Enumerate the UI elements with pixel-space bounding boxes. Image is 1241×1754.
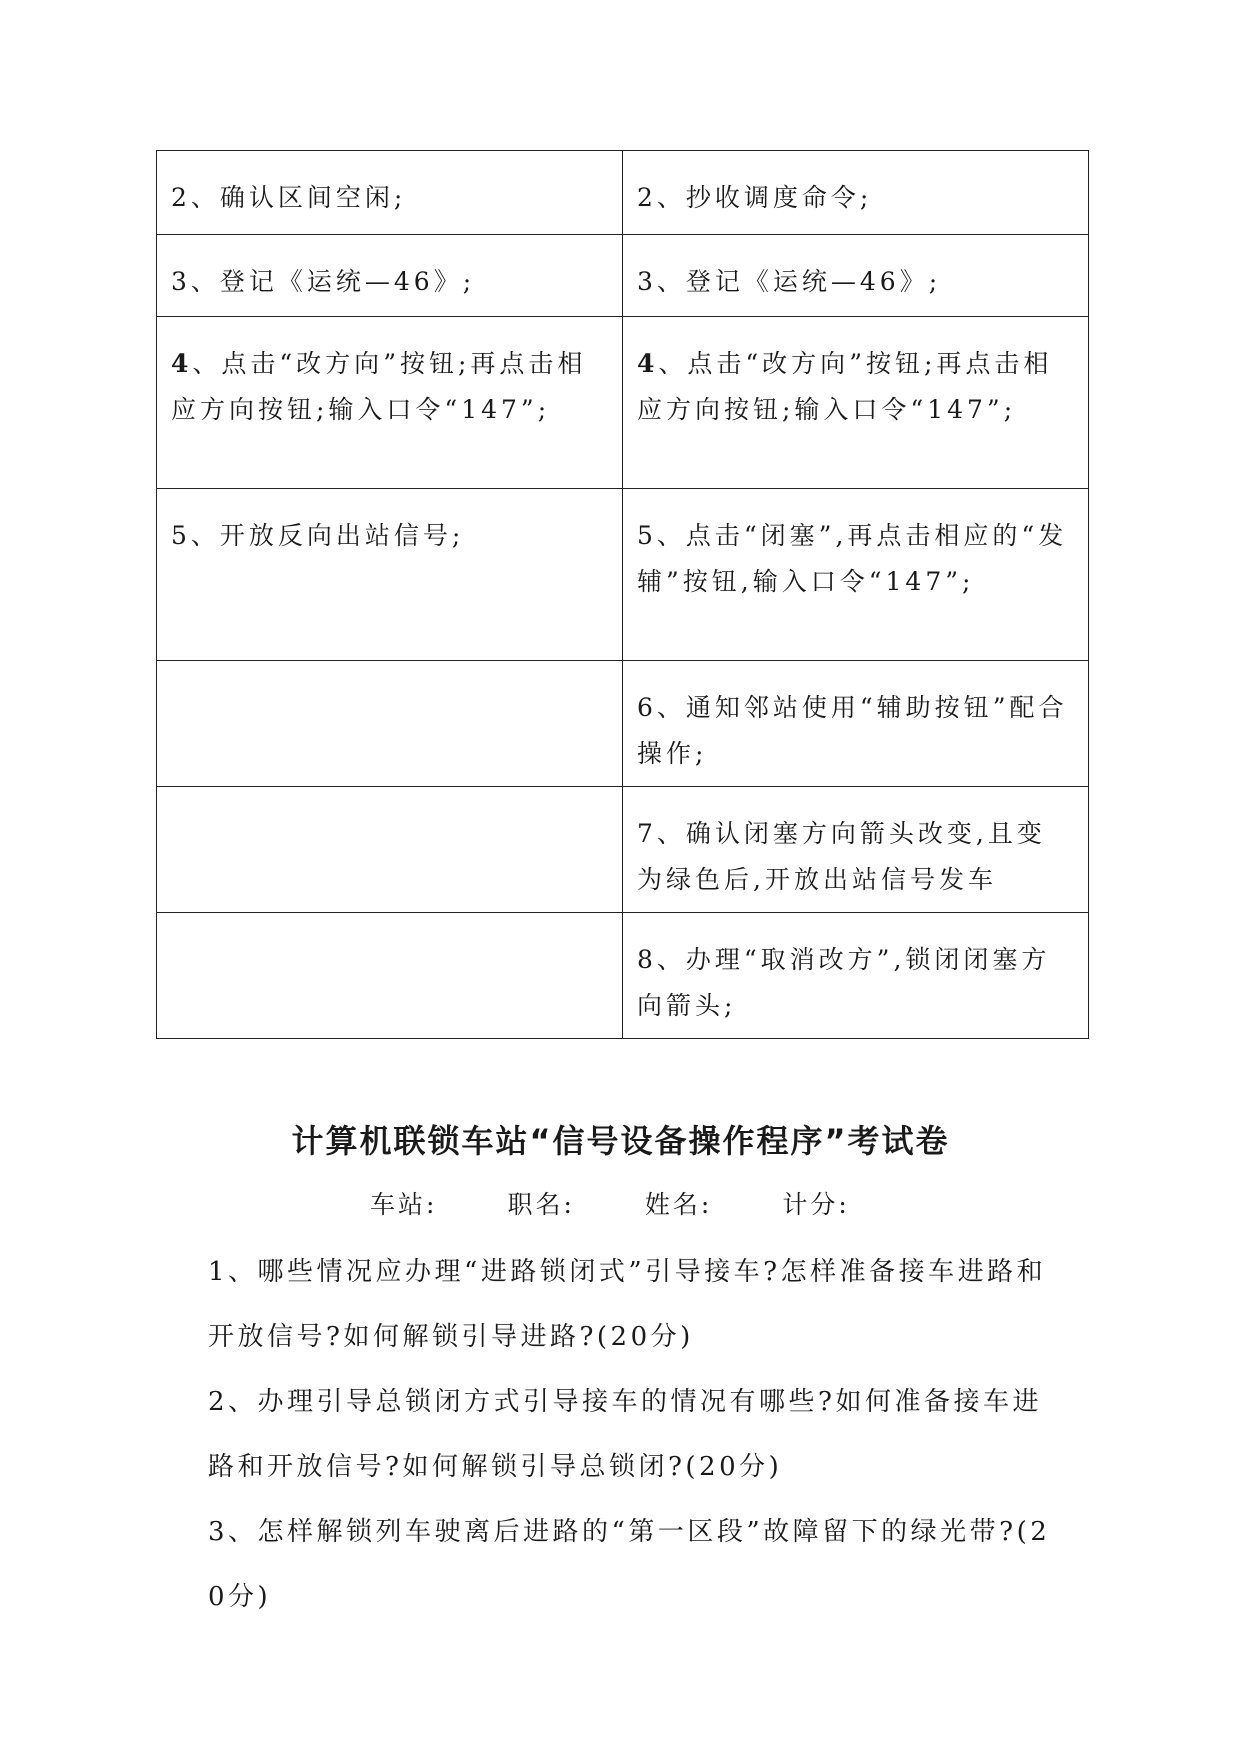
job-label: 职名: <box>507 1190 575 1219</box>
exam-info-line <box>370 1185 920 1221</box>
right-step-cell <box>623 317 1089 489</box>
right-step-cell: 3、登记《运统—46》; <box>623 235 1089 317</box>
right-step-cell: 2、抄收调度命令; <box>623 151 1089 235</box>
operation-steps-table <box>156 150 1089 1039</box>
left-step-cell: 2、确认区间空闲; <box>157 151 623 235</box>
exam-title: 计算机联锁车站“信号设备操作程序”考试卷 <box>291 1122 950 1160</box>
question-item: 2、办理引导总锁闭方式引导接车的情况有哪些?如何准备接车进路和开放信号?如何解锁引导总锁闭?(20分) <box>208 1387 1042 1482</box>
table-row <box>157 489 1089 661</box>
left-step-cell <box>157 787 623 913</box>
right-step-cell: 5、点击“闭塞”,再点击相应的“发辅”按钮,输入口令“147”; <box>623 489 1089 661</box>
table-row <box>157 317 1089 489</box>
table-row <box>157 151 1089 235</box>
table-row <box>157 235 1089 317</box>
table-row <box>157 661 1089 787</box>
table-row <box>157 787 1089 913</box>
name-label: 姓名: <box>644 1190 713 1219</box>
right-step-cell: 8、办理“取消改方”,锁闭闭塞方向箭头; <box>623 913 1089 1039</box>
left-step-cell: 5、开放反向出站信号; <box>157 489 623 661</box>
table-row <box>157 913 1089 1039</box>
step-text: 、点击“改方向”按钮;再点击相应方向按钮;输入口令“147”; <box>171 349 587 424</box>
step-number: 4 <box>171 349 193 378</box>
left-step-cell: 3、登记《运统—46》; <box>157 235 623 317</box>
right-step-cell: 7、确认闭塞方向箭头改变,且变为绿色后,开放出站信号发车 <box>623 787 1089 913</box>
left-step-cell <box>157 317 623 489</box>
question-list <box>208 1240 1058 1630</box>
right-step-cell: 6、通知邻站使用“辅助按钮”配合操作; <box>623 661 1089 787</box>
left-step-cell <box>157 661 623 787</box>
step-text: 、点击“改方向”按钮;再点击相应方向按钮;输入口令“147”; <box>637 349 1053 424</box>
step-number: 4 <box>637 349 659 378</box>
question-item: 1、哪些情况应办理“进路锁闭式”引导接车?怎样准备接车进路和开放信号?如何解锁引导进路?(20分) <box>208 1257 1047 1352</box>
question-item: 3、怎样解锁列车驶离后进路的“第一区段”故障留下的绿光带?(20分) <box>208 1517 1051 1612</box>
score-label: 计分: <box>782 1190 850 1219</box>
station-label: 车站: <box>370 1190 438 1219</box>
left-step-cell <box>157 913 623 1039</box>
